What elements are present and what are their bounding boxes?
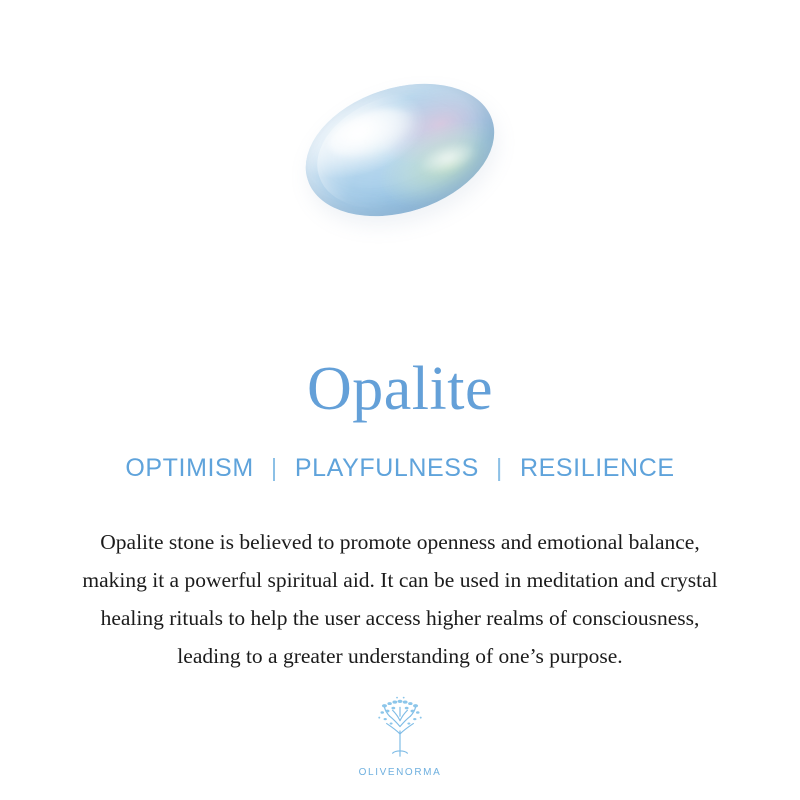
description-line: making it a powerful spiritual aid. It can be used in meditation and crystal (82, 568, 718, 592)
brand-logo (0, 691, 800, 778)
description-block (20, 523, 780, 675)
brand-name: OLIVENORMA (358, 767, 442, 778)
description-line: healing rituals to help the user access higher realms of consciousness, (100, 606, 700, 630)
keyword-separator: | (495, 454, 503, 482)
description-line: Opalite stone is believed to promote openness and emotional balance, (100, 530, 700, 554)
opalite-stone-image (289, 61, 512, 239)
keyword-list (125, 454, 674, 483)
page-title: Opalite (307, 355, 493, 423)
description-line: leading to a greater understanding of one’s purpose. (177, 644, 623, 668)
stone-image-container (0, 0, 800, 300)
keyword-resilience: RESILIENCE (519, 454, 675, 482)
keyword-playfulness: PLAYFULNESS (294, 454, 479, 482)
keyword-optimism: OPTIMISM (125, 454, 254, 482)
tree-of-life-icon (363, 691, 437, 765)
keyword-separator: | (270, 454, 278, 482)
